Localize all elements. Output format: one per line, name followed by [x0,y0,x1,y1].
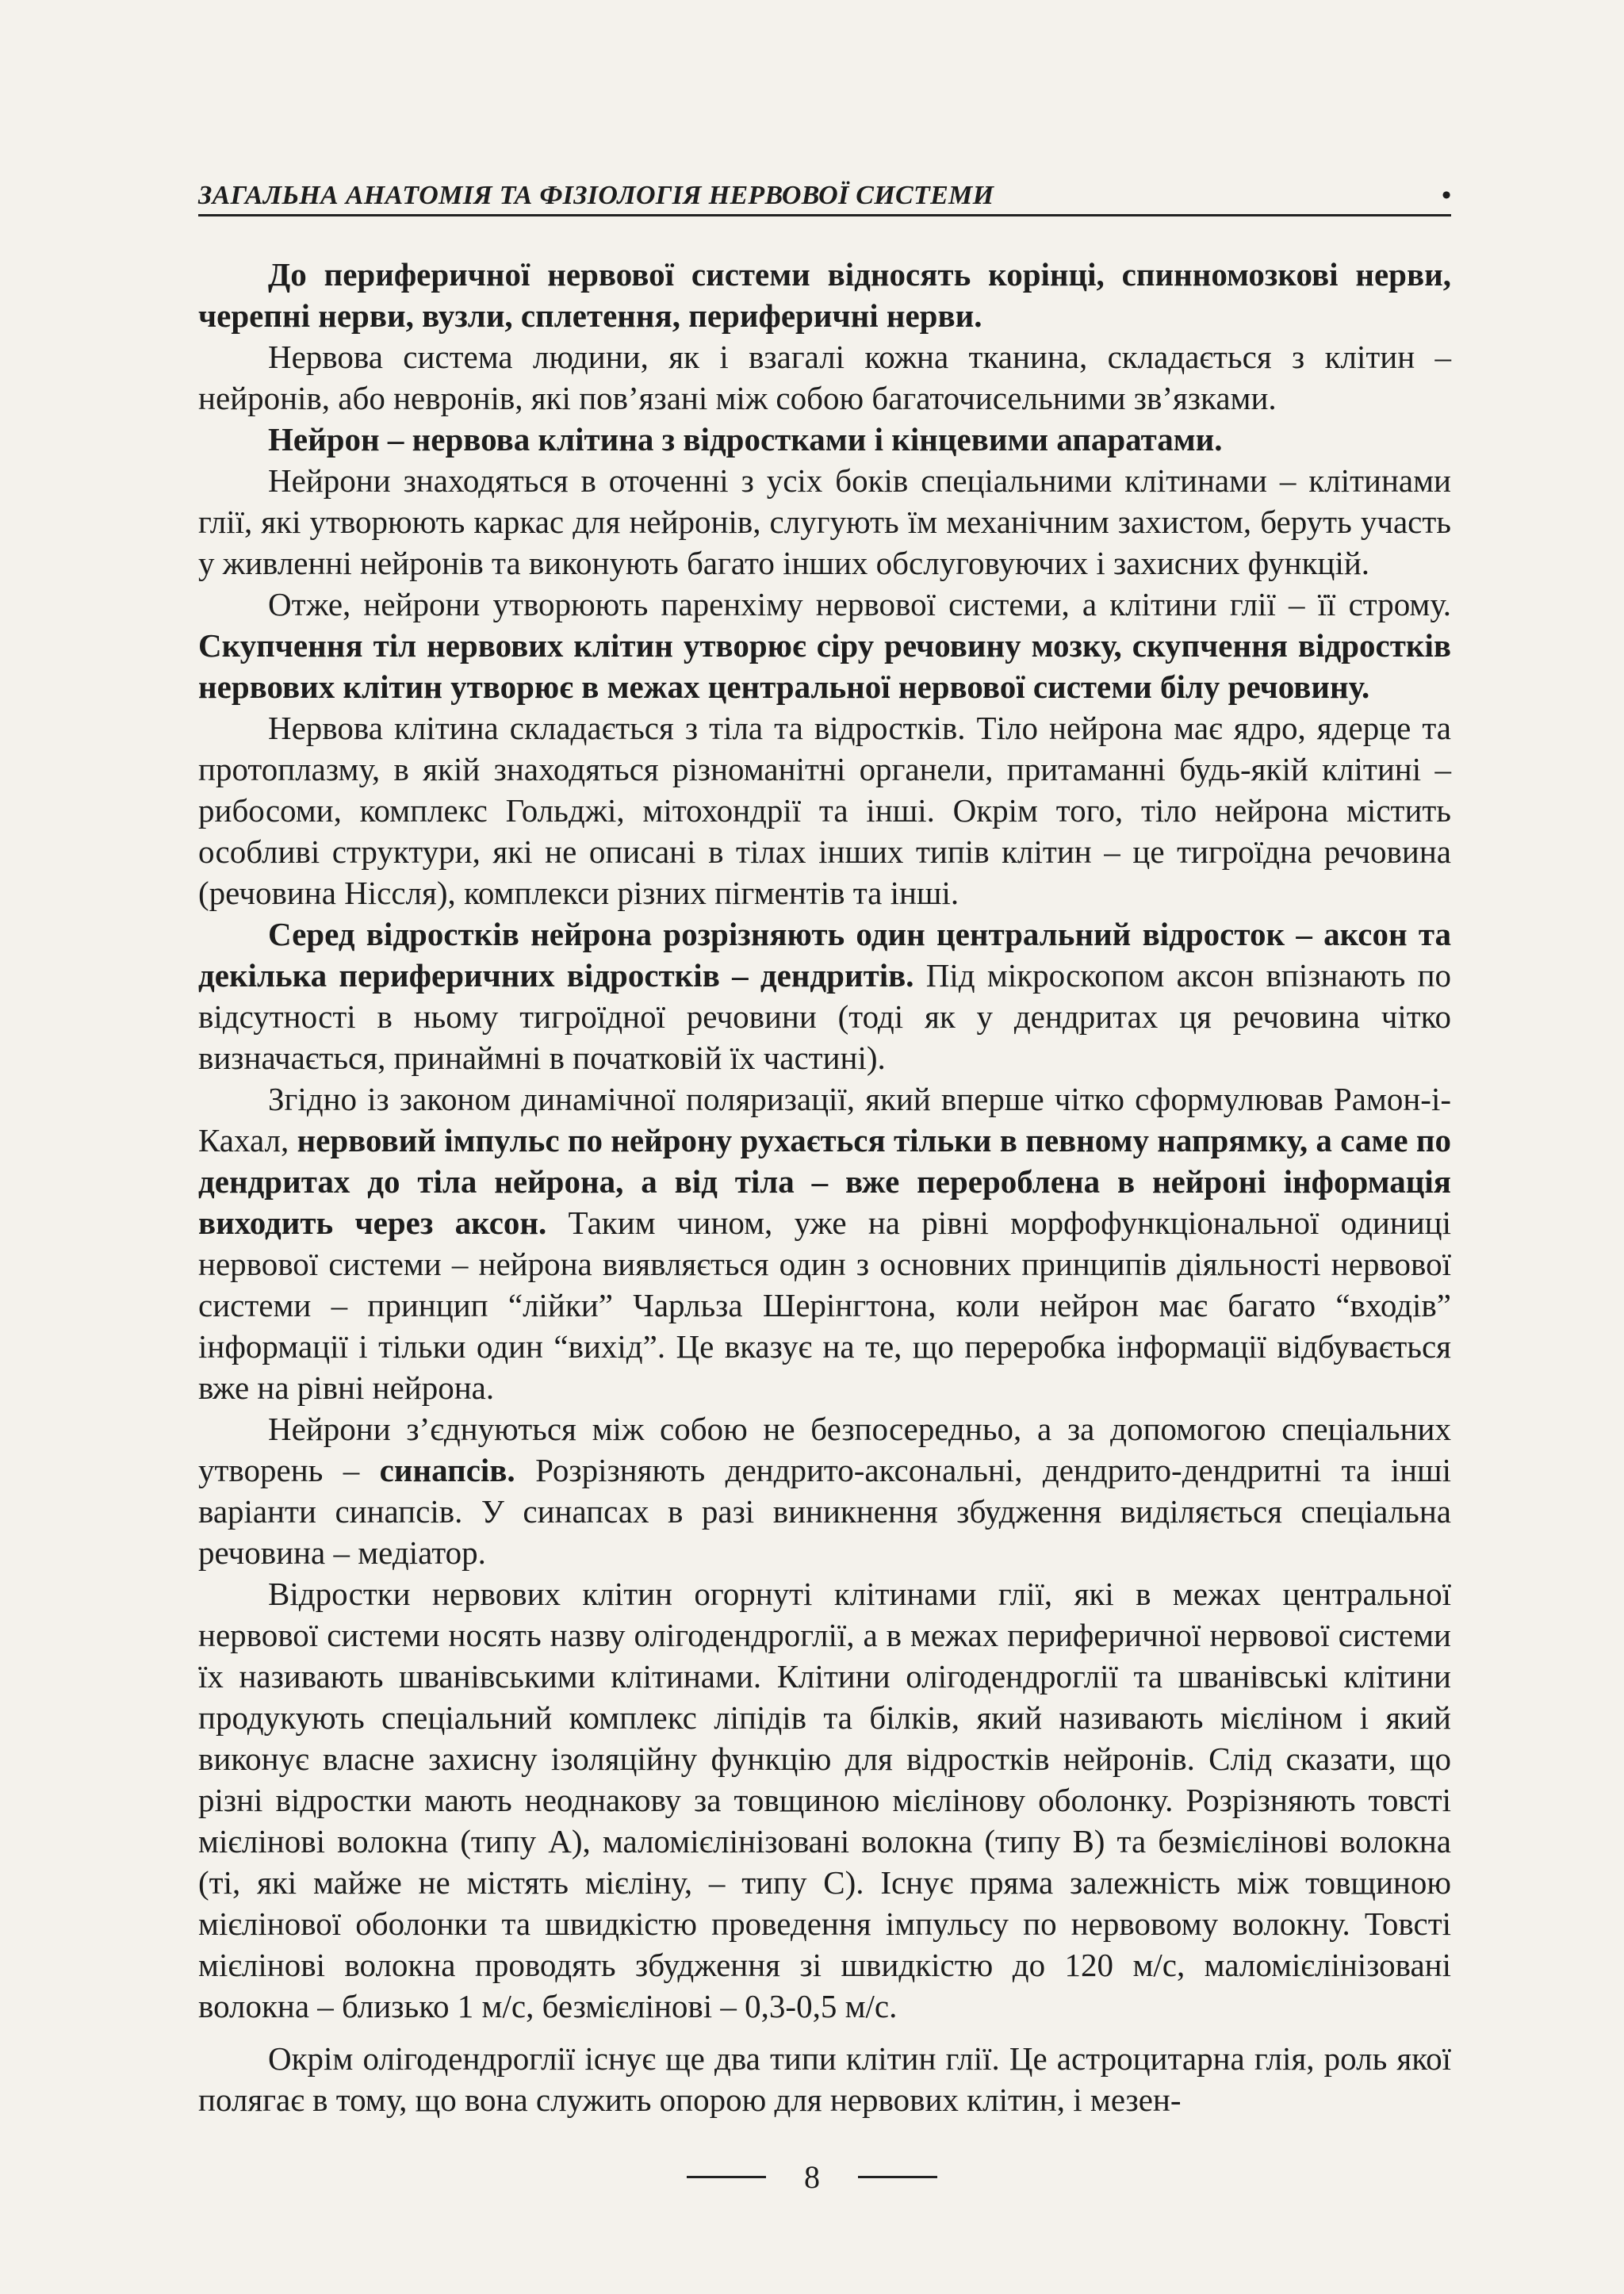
paragraph [198,336,1451,419]
paragraph [198,419,1451,460]
page-number: 8 [804,2159,820,2195]
body-text [198,254,1451,2120]
running-header-title: ЗАГАЛЬНА АНАТОМІЯ ТА ФІЗІОЛОГІЯ НЕРВОВОЇ СИСТЕМИ [198,181,994,210]
paragraph [198,254,1451,336]
paragraph [198,1408,1451,1573]
paragraph [198,707,1451,913]
header-bullet: • [1442,181,1451,210]
bold-text-segment: Нейрон – нервова клітина з відростками і кінцевими апаратами. [268,421,1223,458]
running-header [198,181,1451,216]
paragraph [198,913,1451,1078]
paragraph [198,460,1451,584]
text-segment: Нервова клітина складається з тіла та відростків. Тіло нейрона має ядро, ядерце та протоплазму, в якій знаходяться різноманітні органели, притаманні будь-якій клітині – рибосоми, комплекс Гольджі, мітохондрії та інші. Окрім того, тіло нейрона містить особливі структури, які не описані в тілах інших типів клітин – це тигроїдна речовина (речовина Ніссля), комплекси різних пігментів та інші. [198,710,1451,911]
text-segment: Отже, нейрони утворюють паренхіму нервової системи, а клітини глії – її строму. [268,586,1451,622]
bold-text-segment: Серед відростків нейрона розрізняють один центральний відросток – аксон та декілька периферичних відростків – дендритів. [198,916,1451,994]
text-segment: Відростки нервових клітин огорнуті клітинами глії, які в межах центральної нервової системи носять назву олігодендроглії, а в межах периферичної нервової системи їх називають шванівськими клітинами. Клітини олігодендроглії та шванівські клітини продукують спеціальний комплекс ліпідів та білків, який називають мієліном і який виконує власне захисну ізоляційну функцію для відростків нейронів. Слід сказати, що різні відростки мають неоднакову за товщиною мієлінову оболонку. Розрізняють товсті мієлінові волокна (типу А), маломієлінізовані волокна (типу В) та безмієлінові волокна (ті, які майже не містять мієліну, – типу С). Існує пряма залежність між товщиною мієлінової оболонки та швидкістю проведення імпульсу по нервовому волокну. Товсті мієлінові волокна проводять збудження зі швидкістю до 120 м/с, маломієлінізовані волокна – близько 1 м/с, безмієлінові – 0,3-0,5 м/с. [198,1576,1451,2024]
footer-rule-left [687,2176,766,2178]
bold-text-segment: Скупчення тіл нервових клітин утворює сіру речовину мозку, скупчення відростків нервових клітин утворює в межах центральної нервової системи білу речовину. [198,627,1451,705]
footer-rule-right [858,2176,937,2178]
paragraph [198,584,1451,707]
text-segment: Під мікроскопом аксон впізнають по відсутності в ньому тигроїдної речовини (тоді як у дендритах ця речовина чітко визначається, принаймні в початковій їх частині). [198,957,1452,1076]
paragraph [198,1573,1451,2027]
bold-text-segment: синапсів. [379,1452,515,1488]
text-segment: Розрізняють дендрито-аксональні, дендрито-дендритні та інші варіанти синапсів. У синапсах в разі виникнення збудження виділяється спеціальна речовина – медіатор. [198,1452,1451,1571]
text-segment: Нейрони з’єднуються між собою не безпосередньо, а за допомогою спеціальних утворень – [198,1411,1451,1488]
text-segment: Окрім олігодендроглії існує ще два типи клітин глії. Це астроцитарна глія, роль якої полягає в тому, що вона служить опорою для нервових клітин, і мезен- [198,2040,1451,2118]
text-segment: Таким чином, уже на рівні морфофункціональної одиниці нервової системи – нейрона виявляється один з основних принципів діяльності нервової системи – принцип “лійки” Чарльза Шерінгтона, коли нейрон має багато “входів” інформації і тільки один “вихід”. Це вказує на те, що переробка інформації відбувається вже на рівні нейрона. [198,1204,1451,1406]
text-segment: Нервова система людини, як і взагалі кожна тканина, складається з клітин – нейронів, або невронів, які пов’язані між собою багаточисельними зв’язками. [198,339,1451,416]
text-segment: Згідно із законом динамічної поляризації, який вперше чітко сформулював Рамон-і-Кахал, [198,1081,1451,1158]
paragraph [198,1078,1451,1408]
bold-text-segment: До периферичної нервової системи відносять корінці, спинномозкові нерви, черепні нерви, вузли, сплетення, периферичні нерви. [198,256,1451,334]
paragraph [198,2038,1451,2120]
bold-text-segment: нервовий імпульс по нейрону рухається тільки в певному напрямку, а саме по дендритах до тіла нейрона, а від тіла – вже перероблена в нейроні інформація виходить через аксон. [198,1122,1451,1241]
text-segment: Нейрони знаходяться в оточенні з усіх боків спеціальними клітинами – клітинами глії, які утворюють каркас для нейронів, слугують їм механічним захистом, беруть участь у живленні нейронів та виконують багато інших обслуговуючих і захисних функцій. [198,462,1451,581]
page-footer [0,2158,1624,2196]
